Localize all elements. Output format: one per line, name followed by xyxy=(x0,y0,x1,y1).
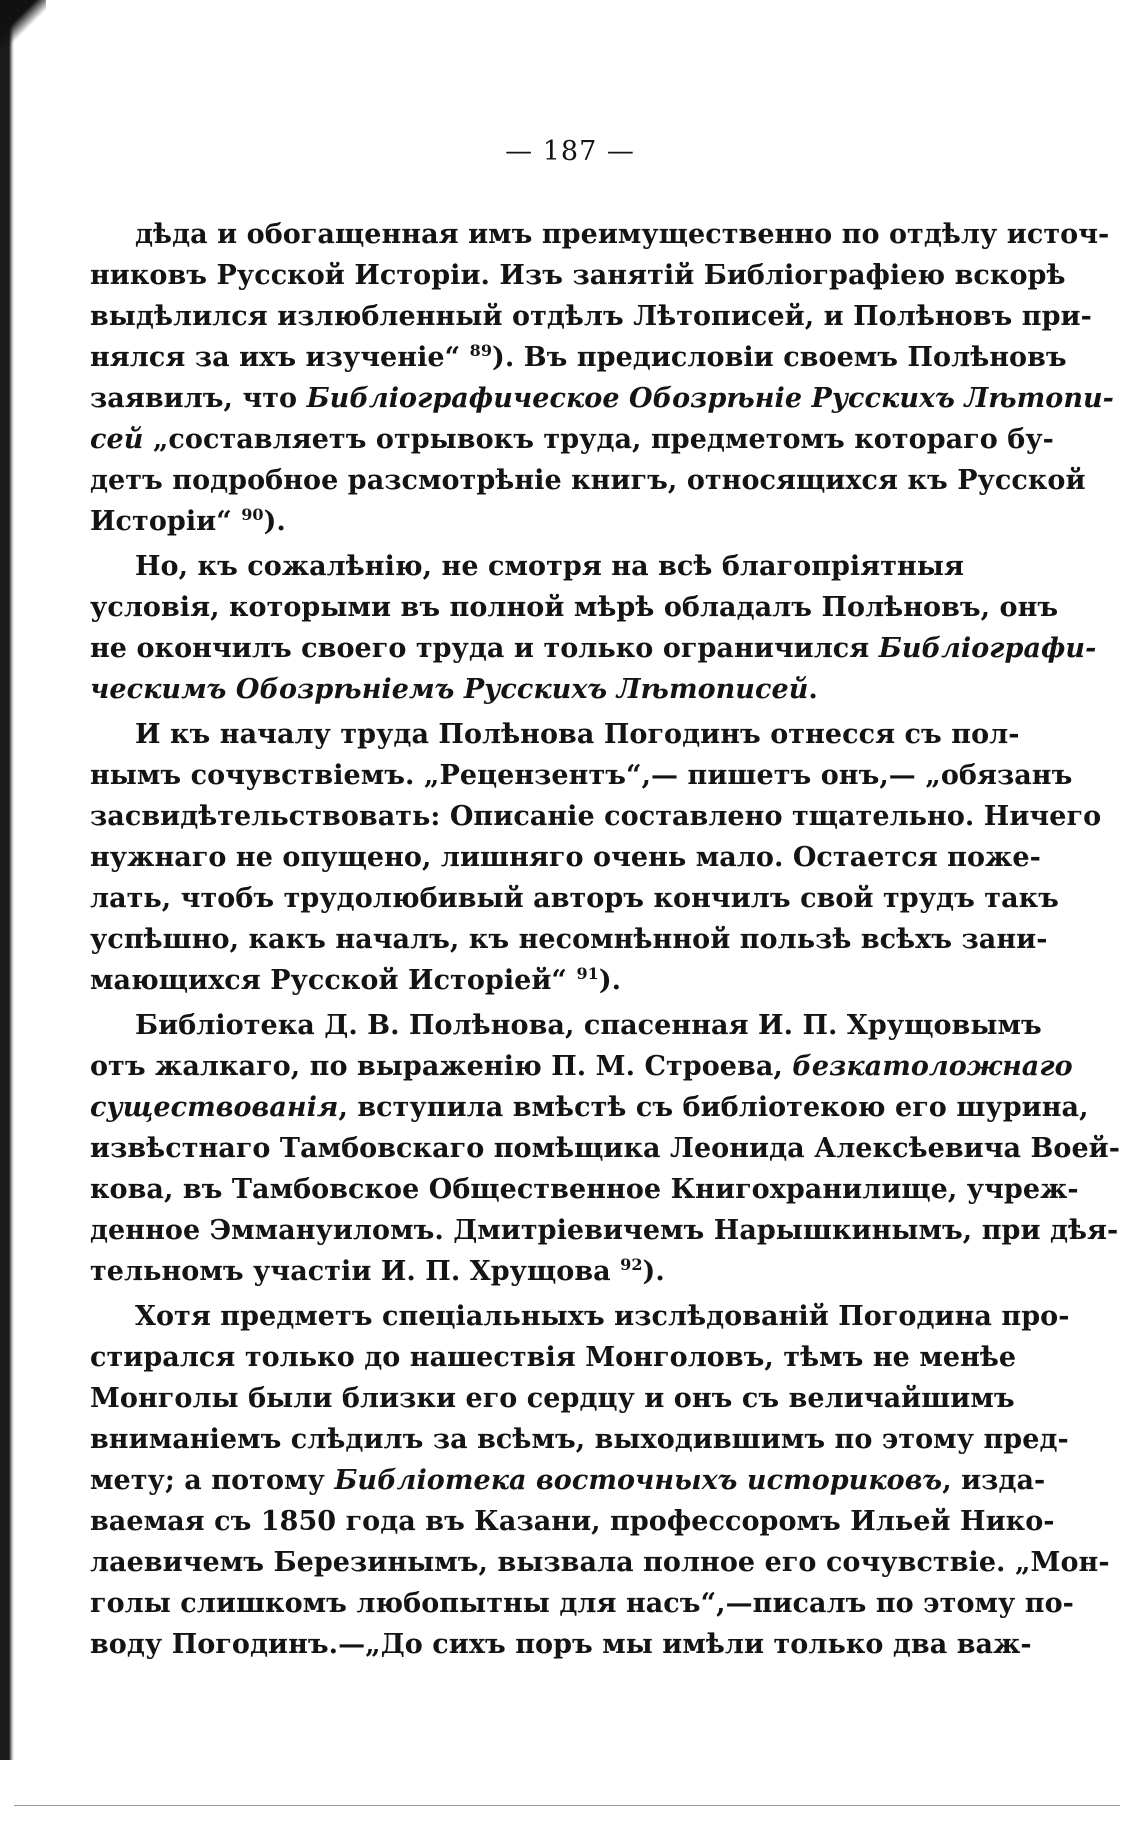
line-text: ). Въ предисловіи своемъ Полѣновъ xyxy=(492,342,1067,373)
text-line xyxy=(90,296,1092,337)
line-text: дѣда и обогащенная имъ преимущественно по отдѣлу источ- xyxy=(135,219,1110,250)
paragraph xyxy=(90,1296,1110,1665)
text-line xyxy=(90,1087,1089,1128)
line-text: засвидѣтельствовать: Описаніе составлено тщательно. Ничего xyxy=(90,801,1102,832)
line-text: мету; а потому xyxy=(90,1465,335,1496)
line-text: отъ жалкаго, по выраженію П. М. Строева, xyxy=(90,1051,793,1082)
text-line xyxy=(90,796,1102,837)
line-text: И къ началу труда Полѣнова Погодинъ отнесся съ пол- xyxy=(135,719,1020,750)
text-line xyxy=(90,1128,1121,1169)
scan-corner-mark xyxy=(0,0,46,48)
text-line xyxy=(90,587,1059,628)
line-text: условія, которыми въ полной мѣрѣ обладалъ Полѣновъ, онъ xyxy=(90,592,1059,623)
text-line xyxy=(90,378,1114,419)
line-text: ). xyxy=(642,1256,665,1287)
text-line xyxy=(90,1378,1015,1419)
line-text: никовъ Русской Исторіи. Изъ занятій Библіографіею вскорѣ xyxy=(90,260,1066,291)
text-line xyxy=(90,1005,1042,1046)
line-text: тельномъ участіи И. П. Хрущова xyxy=(90,1256,621,1287)
italic-title: Библіографическое Обозрѣніе Русскихъ Лѣтопи- xyxy=(306,383,1114,414)
line-text: Монголы были близки его сердцу и онъ съ величайшимъ xyxy=(90,1383,1015,1414)
text-line xyxy=(90,255,1066,296)
line-text: вниманіемъ слѣдилъ за всѣмъ, выходившимъ по этому пред- xyxy=(90,1424,1069,1455)
line-text: успѣшно, какъ началъ, къ несомнѣнной пользѣ всѣхъ зани- xyxy=(90,924,1048,955)
italic-title: Библіографи- xyxy=(878,633,1097,664)
paragraph xyxy=(90,546,1097,710)
text-line xyxy=(90,1296,1070,1337)
line-text: ). xyxy=(598,965,622,996)
italic-title: безкатоложнаго xyxy=(792,1051,1073,1082)
text-line xyxy=(90,419,1054,460)
text-line xyxy=(90,1251,930,1292)
text-line xyxy=(90,919,1048,960)
line-text: детъ подробное разсмотрѣніе книгъ, относящихся къ Русской xyxy=(90,465,1086,496)
page-number: — 187 — xyxy=(505,136,635,167)
text-line xyxy=(90,1542,1110,1583)
text-line xyxy=(90,755,1073,796)
line-text: нымъ сочувствіемъ. „Рецензентъ“,— пишетъ онъ,— „обязанъ xyxy=(90,760,1073,791)
text-line xyxy=(90,878,1059,919)
text-line xyxy=(90,501,930,542)
line-text: лать, чтобъ трудолюбивый авторъ кончилъ свой трудъ такъ xyxy=(90,883,1059,914)
line-text: стирался только до нашествія Монголовъ, тѣмъ не менѣе xyxy=(90,1342,1017,1373)
line-text: Библіотека Д. В. Полѣнова, спасенная И. П. Хрущовымъ xyxy=(135,1010,1042,1041)
text-line xyxy=(90,460,1086,501)
italic-title: Библіотека восточныхъ историковъ xyxy=(334,1465,943,1496)
paragraph xyxy=(90,714,1102,1001)
footnote-ref: 89 xyxy=(469,341,493,360)
line-text: нужнаго не опущено, лишняго очень мало. Остается поже- xyxy=(90,842,1041,873)
line-text: воду Погодинъ.—„До сихъ поръ мы имѣли только два важ- xyxy=(90,1629,1032,1660)
line-text: ваемая съ 1850 года въ Казани, профессоромъ Ильей Нико- xyxy=(90,1506,1055,1537)
line-text: Исторіи“ xyxy=(90,506,242,537)
text-line xyxy=(90,1624,1032,1665)
text-line xyxy=(90,1046,1073,1087)
text-line xyxy=(90,1501,1055,1542)
text-line xyxy=(90,1210,1119,1251)
line-text: выдѣлился излюбленный отдѣлъ Лѣтописей, и Полѣновъ при- xyxy=(90,301,1092,332)
footnote-ref: 92 xyxy=(620,1255,643,1274)
paragraph xyxy=(90,214,1114,542)
text-line xyxy=(90,1169,1079,1210)
text-line xyxy=(90,337,1067,378)
line-text: кова, въ Тамбовское Общественное Книгохранилище, учреж- xyxy=(90,1174,1079,1205)
text-line xyxy=(90,837,1041,878)
line-text: лаевичемъ Березинымъ, вызвала полное его сочувствіе. „Мон- xyxy=(90,1547,1110,1578)
text-line xyxy=(90,1460,1046,1501)
line-text: , изда- xyxy=(942,1465,1046,1496)
line-text: , вступила вмѣстѣ съ библіотекою его шурина, xyxy=(338,1092,1089,1123)
line-text: денное Эммануиломъ. Дмитріевичемъ Нарышкинымъ, при дѣя- xyxy=(90,1215,1119,1246)
text-line xyxy=(90,960,930,1001)
paragraph xyxy=(90,1005,1121,1292)
line-text: нялся за ихъ изученіе“ xyxy=(90,342,470,373)
line-text: Хотя предметъ спеціальныхъ изслѣдованій Погодина про- xyxy=(135,1301,1070,1332)
text-line xyxy=(90,546,964,587)
line-text: ). xyxy=(263,506,286,537)
text-line xyxy=(90,1337,1017,1378)
text-line xyxy=(90,669,930,710)
footnote-ref: 90 xyxy=(241,505,264,524)
footnote-ref: 91 xyxy=(576,964,599,983)
italic-title: существованія xyxy=(90,1092,339,1123)
line-text: „составляетъ отрывокъ труда, предметомъ котораго бу- xyxy=(143,424,1054,455)
line-text: мающихся Русской Исторіей“ xyxy=(90,965,577,996)
line-text: Но, къ сожалѣнію, не смотря на всѣ благопріятныя xyxy=(135,551,964,582)
text-line xyxy=(90,628,1097,669)
text-line xyxy=(90,1583,1074,1624)
text-line xyxy=(90,1419,1069,1460)
line-text: голы слишкомъ любопытны для насъ“,—писалъ по этому по- xyxy=(90,1588,1074,1619)
italic-title: ческимъ Обозрѣніемъ Русскихъ Лѣтописей xyxy=(90,674,809,705)
italic-title: сей xyxy=(90,424,144,455)
scan-bottom-rule xyxy=(14,1805,1120,1806)
line-text: . xyxy=(808,674,818,705)
line-text: заявилъ, что xyxy=(90,383,307,414)
line-text: не окончилъ своего труда и только ограничился xyxy=(90,633,879,664)
line-text: извѣстнаго Тамбовскаго помѣщика Леонида Алексѣевича Воей- xyxy=(90,1133,1121,1164)
text-line xyxy=(90,714,1020,755)
text-line xyxy=(90,214,1110,255)
body-text xyxy=(90,214,1121,1665)
scan-left-edge xyxy=(0,0,14,1760)
